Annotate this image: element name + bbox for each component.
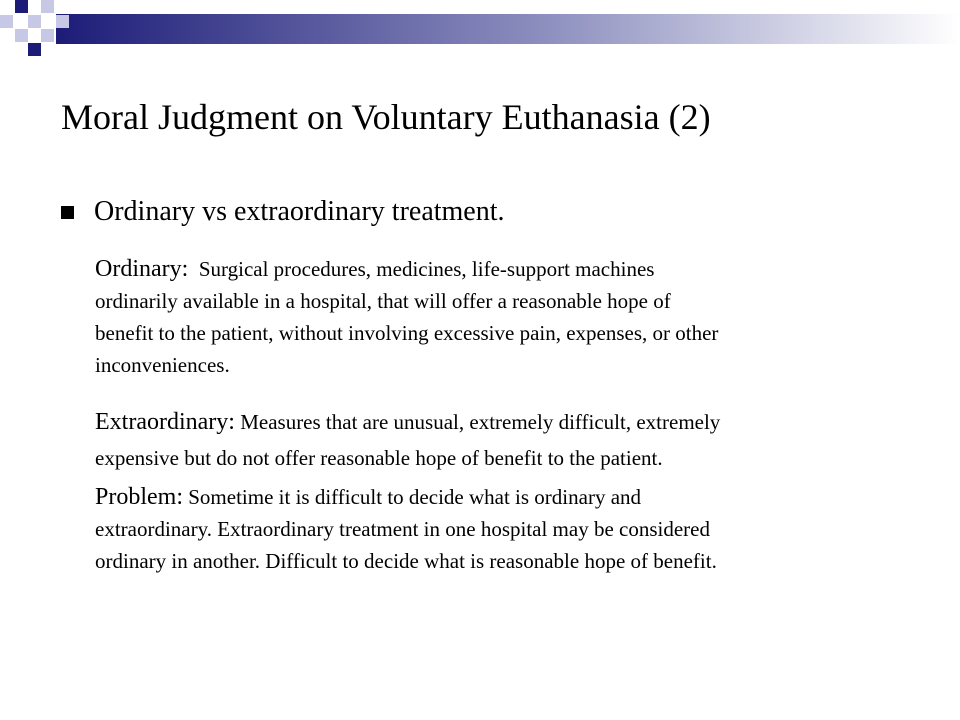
bullet-item	[61, 196, 505, 228]
slide-title: Moral Judgment on Voluntary Euthanasia (2)	[61, 97, 711, 137]
deco-square-light	[56, 15, 69, 28]
deco-square-light	[0, 15, 13, 28]
extraordinary-definition	[95, 404, 720, 476]
deco-square-dark	[15, 0, 28, 13]
definition-text: Sometime it is difficult to decide what is ordinary and	[188, 485, 642, 509]
ordinary-definition	[95, 253, 718, 381]
paragraph-line: inconveniences.	[95, 353, 230, 377]
deco-square-light	[41, 0, 54, 13]
bullet-text: Ordinary vs extraordinary treatment.	[94, 196, 505, 227]
paragraph-line: expensive but do not offer reasonable hope of benefit to the patient.	[95, 446, 663, 470]
paragraph-line	[95, 481, 717, 513]
term-ordinary: Ordinary:	[95, 256, 189, 282]
paragraph-line	[95, 404, 720, 440]
deco-square-dark	[28, 43, 41, 56]
problem-statement	[95, 481, 717, 577]
deco-square-light	[28, 15, 41, 28]
definition-text: Measures that are unusual, extremely difficult, extremely	[240, 410, 721, 434]
square-bullet-icon	[61, 206, 74, 219]
definition-text: Surgical procedures, medicines, life-support machines	[198, 257, 655, 281]
gradient-bar	[56, 14, 960, 44]
paragraph-line: ordinary in another. Difficult to decide what is reasonable hope of benefit.	[95, 549, 717, 573]
deco-square-light	[41, 29, 54, 42]
header-decoration	[0, 0, 960, 56]
paragraph-line: benefit to the patient, without involving excessive pain, expenses, or other	[95, 321, 719, 345]
paragraph-line: extraordinary. Extraordinary treatment in one hospital may be considered	[95, 517, 710, 541]
paragraph-line: ordinarily available in a hospital, that will offer a reasonable hope of	[95, 289, 671, 313]
deco-square-light	[15, 29, 28, 42]
term-problem: Problem:	[95, 484, 183, 510]
paragraph-line	[95, 253, 718, 285]
term-extraordinary: Extraordinary:	[95, 409, 235, 435]
